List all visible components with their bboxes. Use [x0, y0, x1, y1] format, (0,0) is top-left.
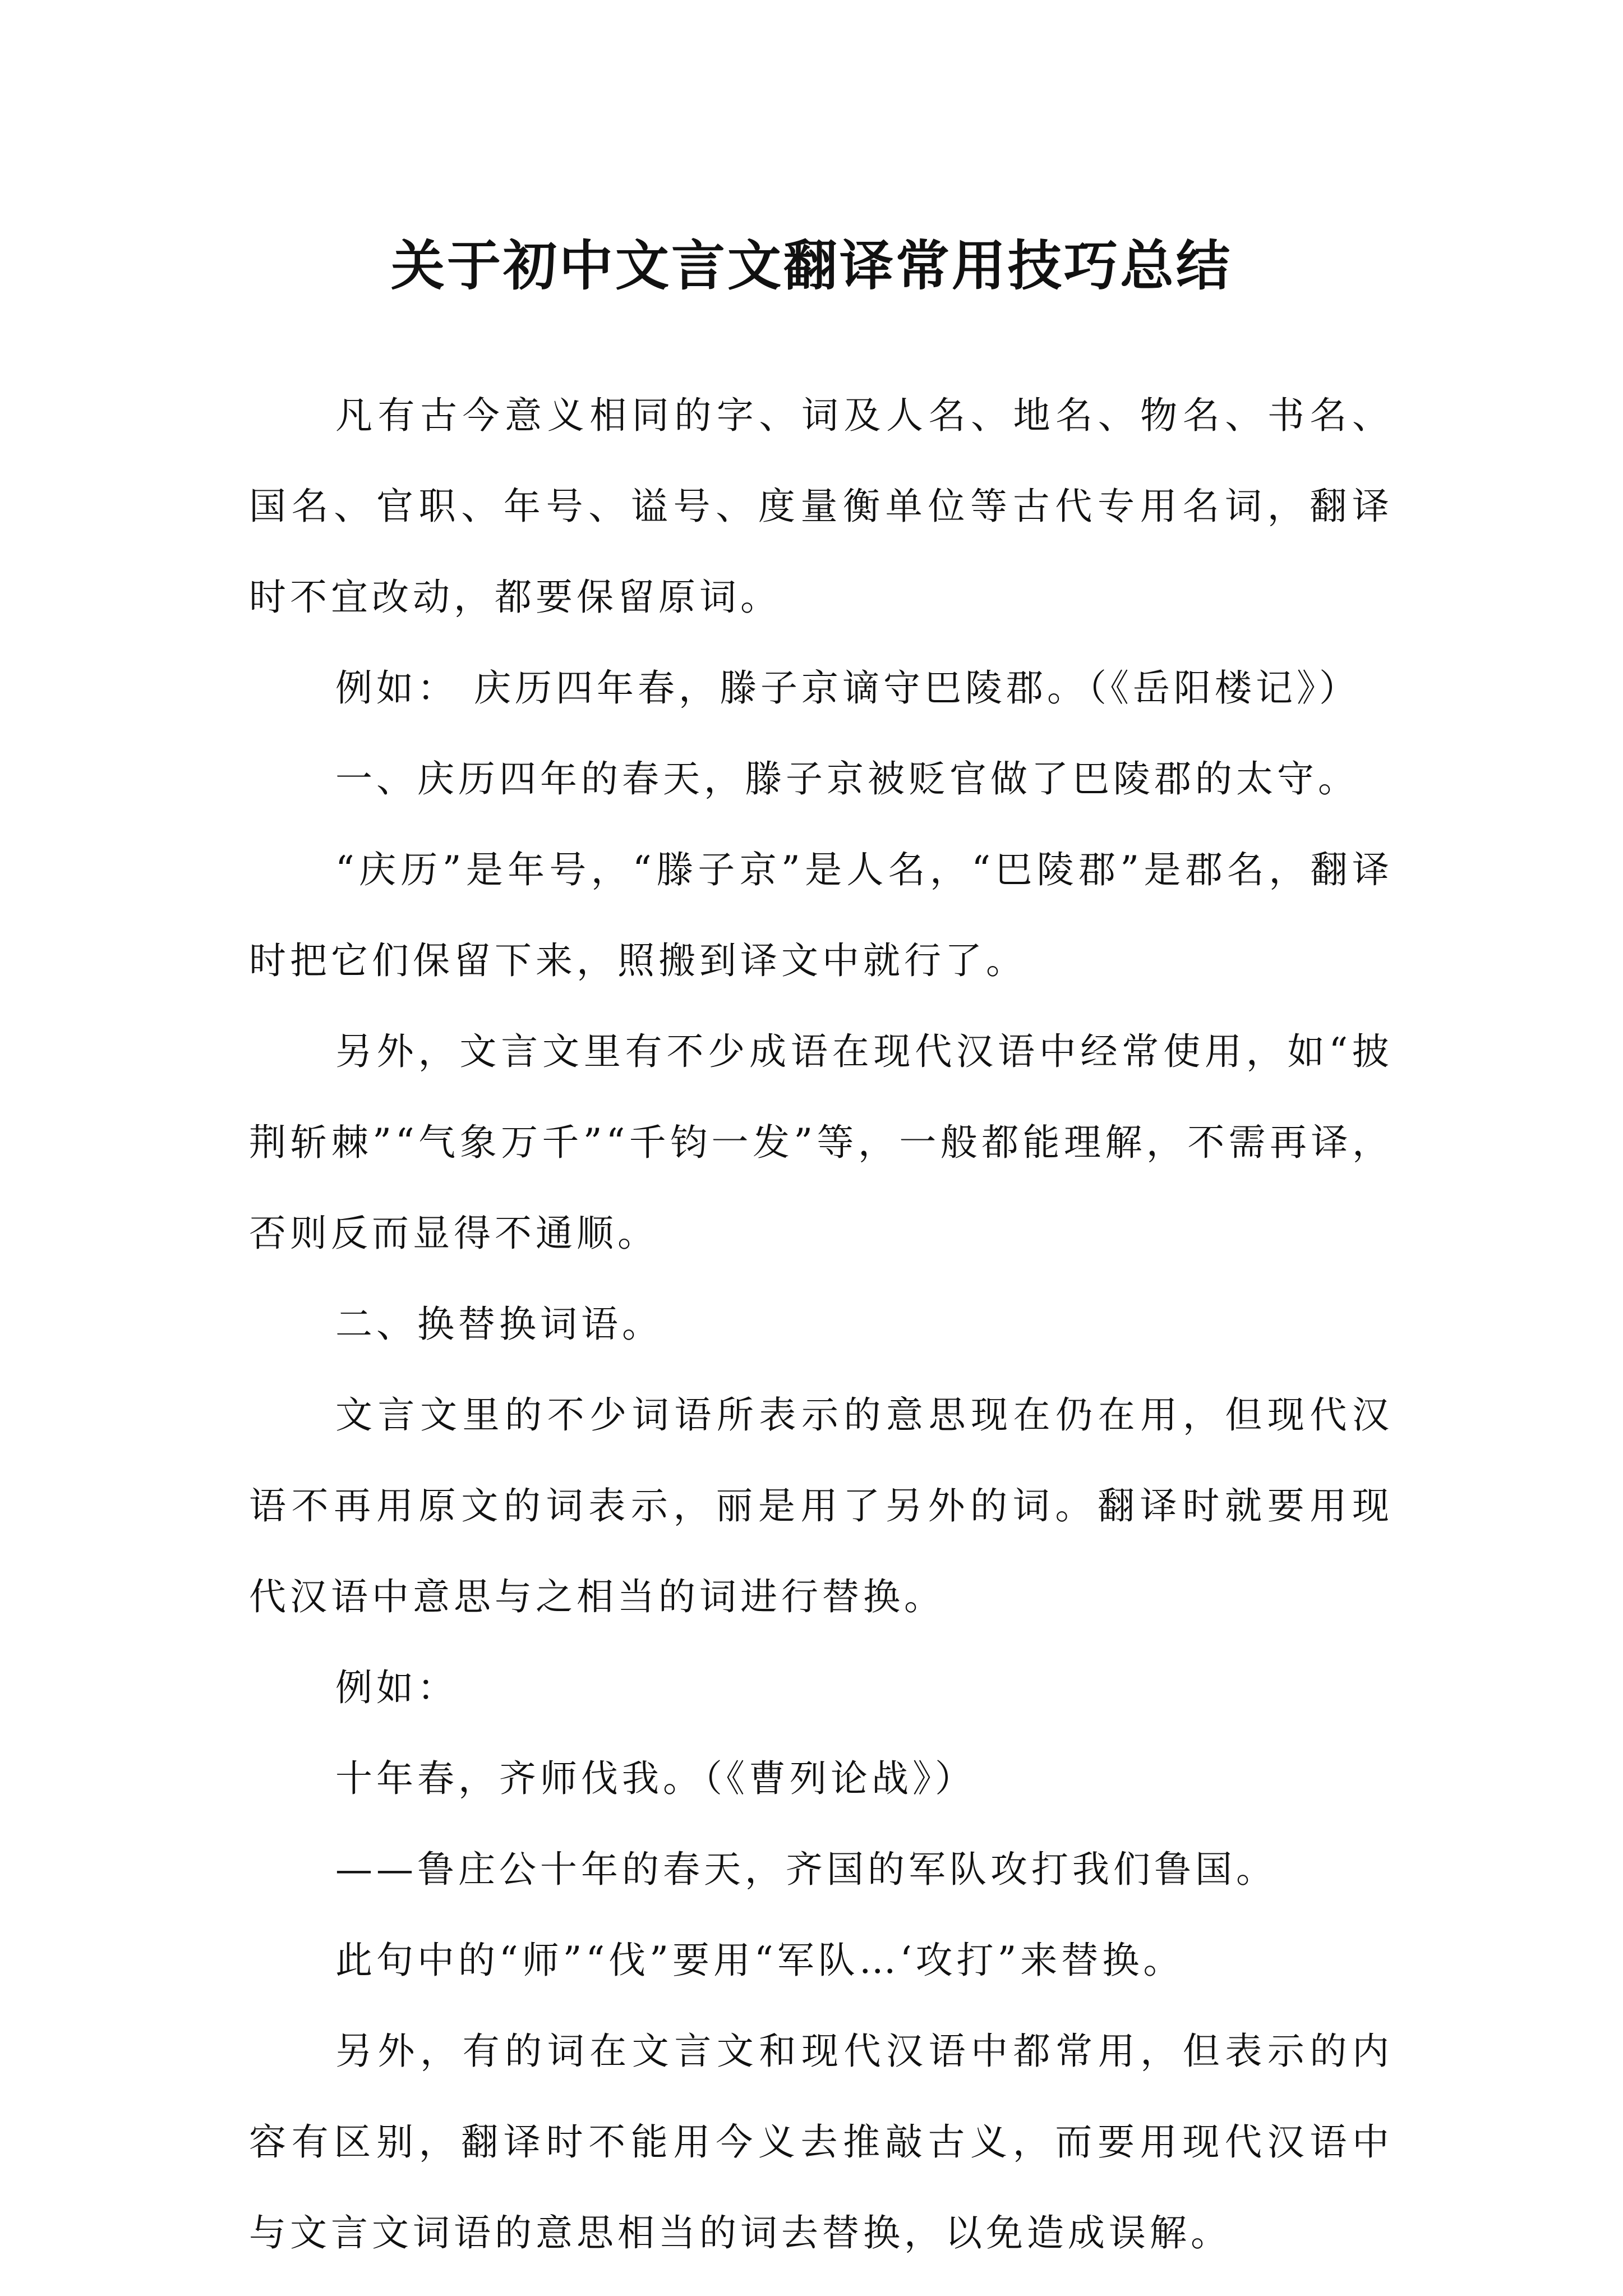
paragraph-proper-nouns: 凡有古今意义相同的字、词及人名、地名、物名、书名、国名、官职、年号、谥号、度量衡单位等古代专用名词，翻译时不宜改动，都要保留原词。 — [249, 394, 1393, 619]
document-title: 关于初中文言文翻译常用技巧总结 — [391, 234, 1232, 298]
paragraph-example-1: 例如： 庆历四年春，滕子京谪守巴陵郡。（《岳阳楼记》） — [335, 666, 1360, 710]
paragraph-explanation-1: “庆历”是年号，“滕子京”是人名，“巴陵郡”是郡名，翻译时把它们保留下来，照搬到译文中就行了。 — [249, 848, 1393, 982]
paragraph-translation-1: 一、庆历四年的春天，滕子京被贬官做了巴陵郡的太守。 — [335, 757, 1359, 800]
paragraph-idioms: 另外，文言文里有不少成语在现代汉语中经常使用，如“披荆斩棘”“气象万千”“千钧一发”等，一般都能理解，不需再译，否则反而显得不通顺。 — [249, 1030, 1393, 1255]
document-body — [249, 370, 1393, 2279]
paragraph-example-2: 十年春，齐师伐我。（《曹列论战》） — [335, 1757, 976, 1800]
paragraph-replace-words: 文言文里的不少词语所表示的意思现在仍在用，但现代汉语不再用原文的词表示，丽是用了另外的词。翻译时就要用现代汉语中意思与之相当的词进行替换。 — [249, 1393, 1393, 1618]
paragraph-ancient-modern-meaning: 另外，有的词在文言文和现代汉语中都常用，但表示的内容有区别，翻译时不能用今义去推敲古义，而要用现代汉语中与文言文词语的意思相当的词去替换，以免造成误解。 — [249, 2030, 1393, 2254]
paragraph-translation-2: ——鲁庄公十年的春天，齐国的军队攻打我们鲁国。 — [335, 1848, 1277, 1891]
paragraph-example-label: 例如： — [335, 1666, 458, 1709]
paragraph-explanation-2: 此句中的“师”“伐”要用“军队…‘攻打”来替换。 — [335, 1939, 1184, 1982]
section-heading-replace-words: 二、换替换词语。 — [335, 1303, 663, 1346]
